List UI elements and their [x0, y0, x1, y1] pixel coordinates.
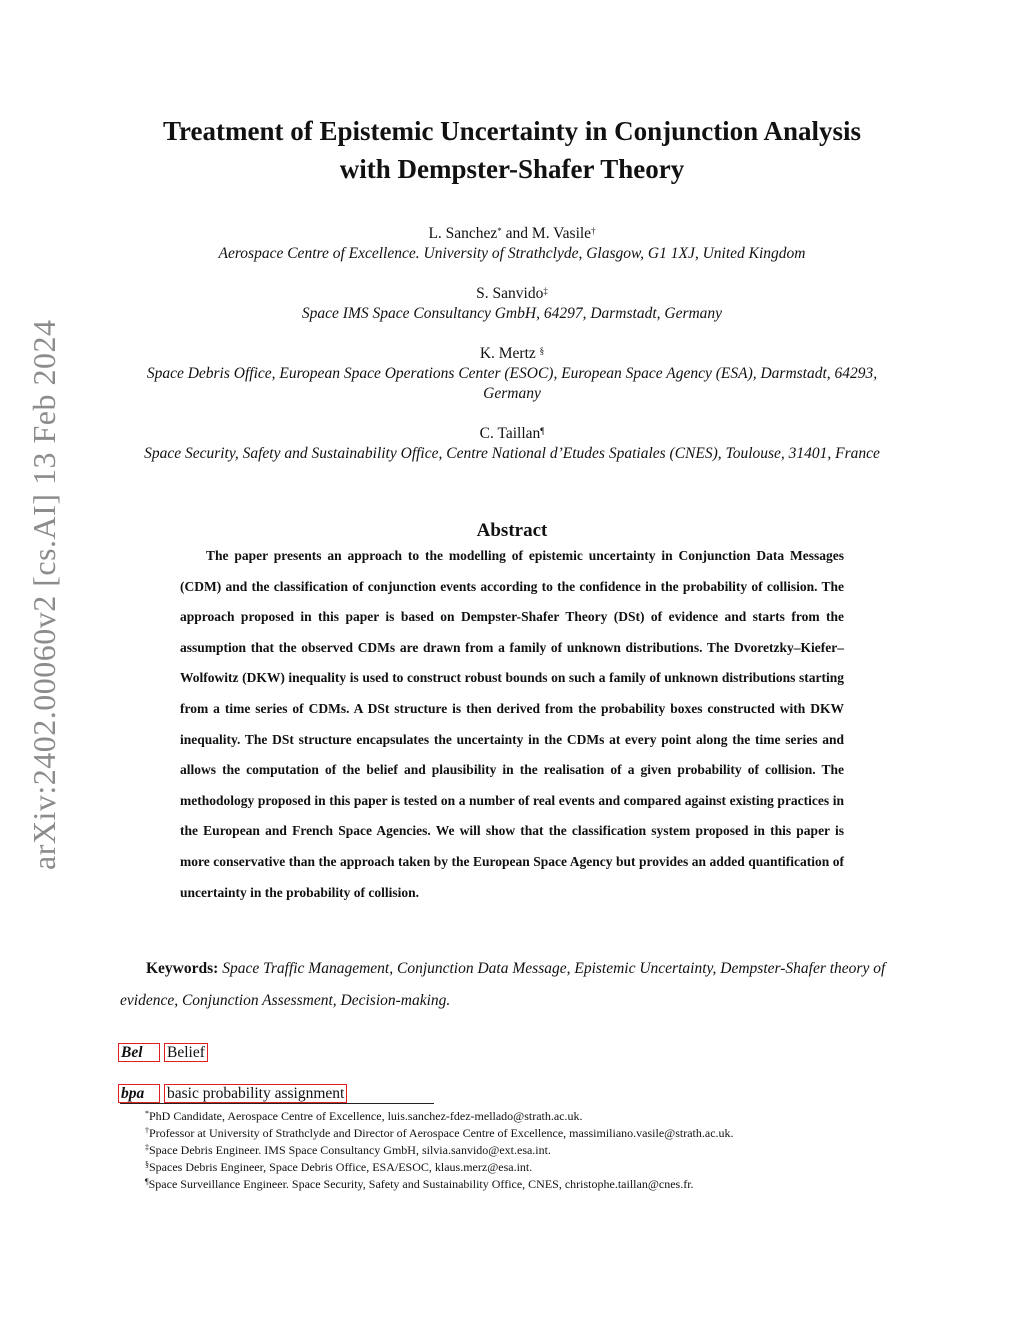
affiliation-1: Aerospace Centre of Excellence. University of Strathclyde, Glasgow, G1 1XJ, United Kingdom: [218, 245, 806, 262]
footnote-marker: ¶: [145, 1177, 149, 1186]
paper-title: [0, 112, 1024, 188]
abstract-text: The paper presents an approach to the modelling of epistemic uncertainty in Conjunction Data Messages (CDM) and the classification of conjunction events according to the confidence in the probability of collision. The approach proposed in this paper is based on Dempster-Shafer Theory (DSt) of evidence and starts from the assumption that the observed CDMs are drawn from a family of unknown distributions. The Dvoretzky–Kiefer–Wolfowitz (DKW) inequality is used to construct robust bounds on such a family of unknown distributions starting from a time series of CDMs. A DSt structure is then derived from the probability boxes constructed with DKW inequality. The DSt structure encapsulates the uncertainty in the CDMs at every point along the time series and allows the computation of the belief and plausibility in the realisation of a given probability of collision. The methodology proposed in this paper is tested on a number of real events and compared against existing practices in the European and French Space Agencies. We will show that the classification system proposed in this paper is more conservative than the approach taken by the European Space Agency but provides an added quantification of uncertainty in the probability of collision.: [180, 548, 844, 900]
footnote-marker: §: [145, 1160, 149, 1169]
affiliation-2: Space IMS Space Consultancy GmbH, 64297, Darmstadt, Germany: [301, 305, 723, 322]
footnote-marker[interactable]: *: [497, 226, 502, 236]
author-name: and M. Vasile: [501, 225, 592, 242]
keywords-text: Space Traffic Management, Conjunction Data Message, Epistemic Uncertainty, Dempster-Shafer theory of evidence, Conjunction Assessment, Decision-making.: [120, 960, 886, 1009]
footnote-marker[interactable]: §: [539, 346, 545, 356]
footnote-1: [145, 1108, 583, 1124]
footnote-text: Space Debris Engineer. IMS Space Consultancy GmbH, silvia.sanvido@ext.esa.int.: [149, 1143, 551, 1157]
footnote-marker[interactable]: †: [591, 226, 596, 236]
title-line-2: with Dempster-Shafer Theory: [339, 154, 685, 184]
author-line-3: [0, 344, 1024, 364]
author-name: L. Sanchez: [428, 225, 498, 242]
footnote-5: [145, 1176, 694, 1192]
footnote-marker[interactable]: ‡: [543, 286, 548, 296]
affiliation-3-continued: Germany: [483, 385, 541, 402]
nomenclature-abbr-link[interactable]: Bel: [118, 1043, 160, 1062]
keywords: [120, 953, 904, 1017]
author-name: K. Mertz: [479, 345, 536, 362]
affiliation-4: Space Security, Safety and Sustainability Office, Centre National d’Etudes Spatiales (CNES), Toulouse, 31401, France: [144, 445, 880, 462]
arxiv-identifier: arXiv:2402.00060v2 [cs.AI] 13 Feb 2024: [26, 319, 62, 870]
affiliation-3: Space Debris Office, European Space Operations Center (ESOC), European Space Agency (ESA), Darmstadt, 64293,: [146, 365, 878, 382]
author-name: S. Sanvido: [476, 285, 544, 302]
author-line-2: [0, 284, 1024, 304]
footnote-text: Space Surveillance Engineer. Space Security, Safety and Sustainability Office, CNES, christophe.taillan@cnes.fr.: [148, 1177, 694, 1191]
keywords-label: Keywords:: [146, 960, 219, 977]
nomenclature-abbr-link[interactable]: bpa: [118, 1084, 160, 1103]
footnote-text: Spaces Debris Engineer, Space Debris Office, ESA/ESOC, klaus.merz@esa.int.: [149, 1160, 533, 1174]
nomenclature-definition-link[interactable]: Belief: [164, 1043, 208, 1062]
footnote-marker: *: [145, 1109, 149, 1118]
nomenclature-definition-link[interactable]: basic probability assignment: [164, 1084, 347, 1103]
footnote-marker[interactable]: ¶: [540, 426, 545, 436]
footnote-3: [145, 1142, 551, 1158]
author-name: C. Taillan: [479, 425, 541, 442]
footnote-text: PhD Candidate, Aerospace Centre of Excellence, luis.sanchez-fdez-mellado@strath.ac.uk.: [149, 1109, 583, 1123]
author-line-1: [0, 224, 1024, 244]
footnote-4: [145, 1159, 532, 1175]
author-line-4: [0, 424, 1024, 444]
footnote-2: [145, 1125, 734, 1141]
footnote-marker: †: [145, 1126, 149, 1135]
footnote-marker: ‡: [145, 1143, 149, 1152]
footnote-rule: [120, 1103, 434, 1104]
title-line-1: Treatment of Epistemic Uncertainty in Conjunction Analysis: [163, 116, 861, 146]
footnote-text: Professor at University of Strathclyde and Director of Aerospace Centre of Excellence, massimiliano.vasile@strath.ac.uk.: [149, 1126, 734, 1140]
abstract-heading: Abstract: [476, 520, 548, 541]
